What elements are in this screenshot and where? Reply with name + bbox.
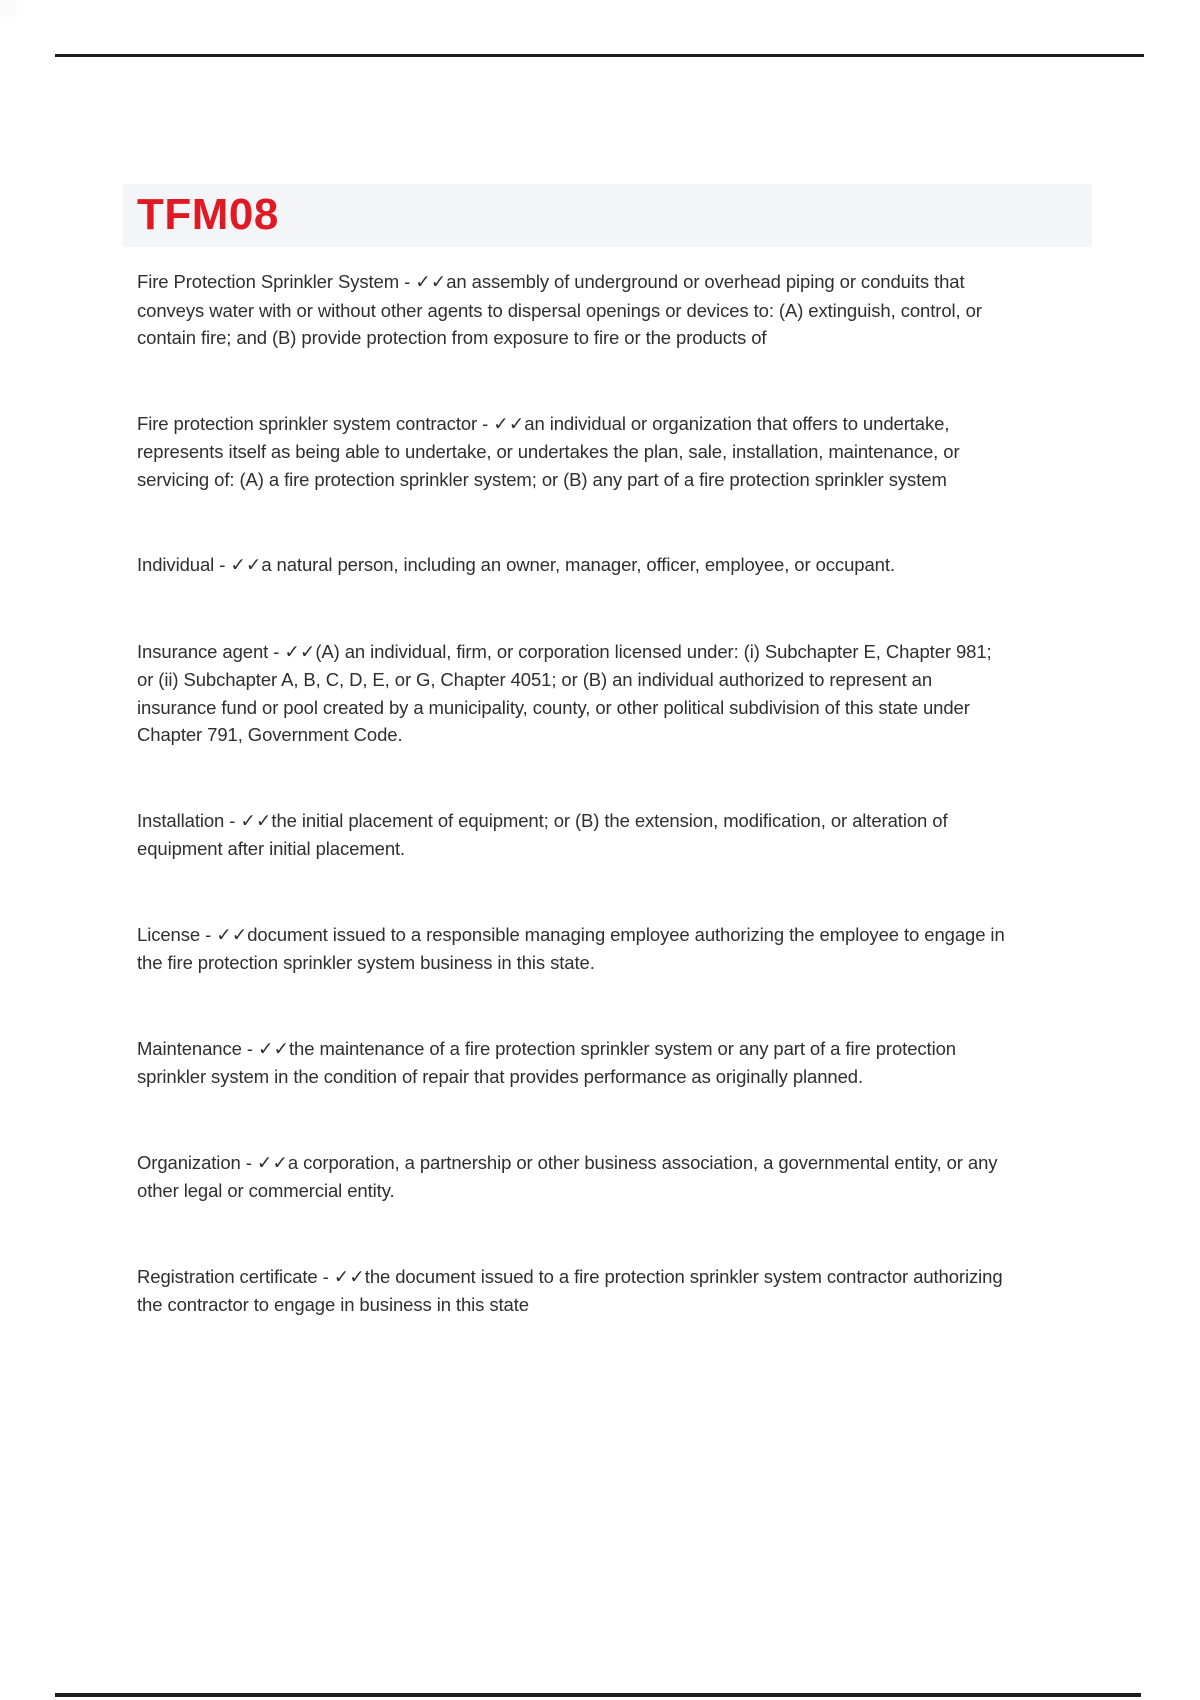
definition-entry xyxy=(137,268,1009,352)
term-text: Organization xyxy=(137,1151,241,1173)
definition-text: the document issued to a fire protection sprinkler system contractor authorizing the contractor to engage in business in this state xyxy=(137,1265,1003,1315)
double-checkmark-icon: ✓✓ xyxy=(257,1038,289,1060)
definition-text: a corporation, a partnership or other business association, a governmental entity, or any other legal or commercial entity. xyxy=(137,1151,998,1201)
definition-entry xyxy=(137,807,1009,863)
double-checkmark-icon: ✓✓ xyxy=(284,641,316,663)
definition-text: the maintenance of a fire protection sprinkler system or any part of a fire protection sprinkler system in the condition of repair that provides performance as originally planned. xyxy=(137,1037,956,1087)
title-banner xyxy=(123,184,1092,247)
definition-entry xyxy=(137,921,1009,977)
term-text: Maintenance xyxy=(137,1037,242,1059)
definition-entry xyxy=(137,1149,1009,1205)
term-separator: - xyxy=(317,1265,334,1287)
definition-entry xyxy=(137,1035,1009,1091)
page-title: TFM08 xyxy=(137,190,279,239)
term-text: Insurance agent xyxy=(137,640,269,662)
top-rule xyxy=(55,54,1144,57)
term-separator: - xyxy=(224,809,241,831)
double-checkmark-icon: ✓✓ xyxy=(230,555,262,576)
term-separator: - xyxy=(241,1037,258,1059)
term-separator: - xyxy=(240,1151,257,1173)
definition-entry xyxy=(137,551,1009,580)
term-separator: - xyxy=(477,412,494,434)
term-separator: - xyxy=(214,554,231,575)
term-separator: - xyxy=(200,923,217,945)
definition-text: an assembly of underground or overhead piping or conduits that conveys water with or without other agents to dispersal openings or devices to: (A) extinguish, control, or contain fire; and (B) provide protection from exposure to fire or the products of xyxy=(137,271,982,348)
definition-entry xyxy=(137,1263,1009,1319)
definition-text: document issued to a responsible managing employee authorizing the employee to engage in the fire protection sprinkler system business in this state. xyxy=(137,923,1005,973)
definition-entry xyxy=(137,410,1009,494)
bottom-rule xyxy=(55,1693,1141,1697)
term-text: Installation xyxy=(137,809,225,831)
term-text: Fire protection sprinkler system contractor xyxy=(137,412,478,434)
double-checkmark-icon: ✓✓ xyxy=(493,413,525,435)
double-checkmark-icon: ✓✓ xyxy=(256,1152,288,1174)
double-checkmark-icon: ✓✓ xyxy=(240,810,272,832)
definition-text: the initial placement of equipment; or (B) the extension, modification, or alteration of equipment after initial placement. xyxy=(137,809,948,859)
term-separator: - xyxy=(268,640,285,662)
corner-artifact xyxy=(0,0,17,17)
term-text: Individual xyxy=(137,554,215,575)
definition-entry xyxy=(137,638,1009,749)
definition-text: (A) an individual, firm, or corporation licensed under: (i) Subchapter E, Chapter 981; or (ii) Subchapter A, B, C, D, E, or G, Chapter 4051; or (B) an individual authorized to represent an insurance fund or pool created by a municipality, county, or other political subdivision of this state under Chapter 791, Government Code. xyxy=(137,640,992,745)
term-text: Registration certificate xyxy=(137,1265,318,1287)
term-text: Fire Protection Sprinkler System xyxy=(137,271,400,292)
term-separator: - xyxy=(399,271,416,292)
double-checkmark-icon: ✓✓ xyxy=(216,924,248,946)
double-checkmark-icon: ✓✓ xyxy=(333,1266,365,1288)
double-checkmark-icon: ✓✓ xyxy=(415,272,447,293)
definitions-list xyxy=(137,268,1009,1377)
definition-text: an individual or organization that offers to undertake, represents itself as being able to undertake, or undertakes the plan, sale, installation, maintenance, or servicing of: (A) a fire protection sprinkler system; or (B) any part of a fire protection sprinkler system xyxy=(137,412,960,490)
definition-text: a natural person, including an owner, manager, officer, employee, or occupant. xyxy=(261,554,895,575)
term-text: License xyxy=(137,923,201,945)
